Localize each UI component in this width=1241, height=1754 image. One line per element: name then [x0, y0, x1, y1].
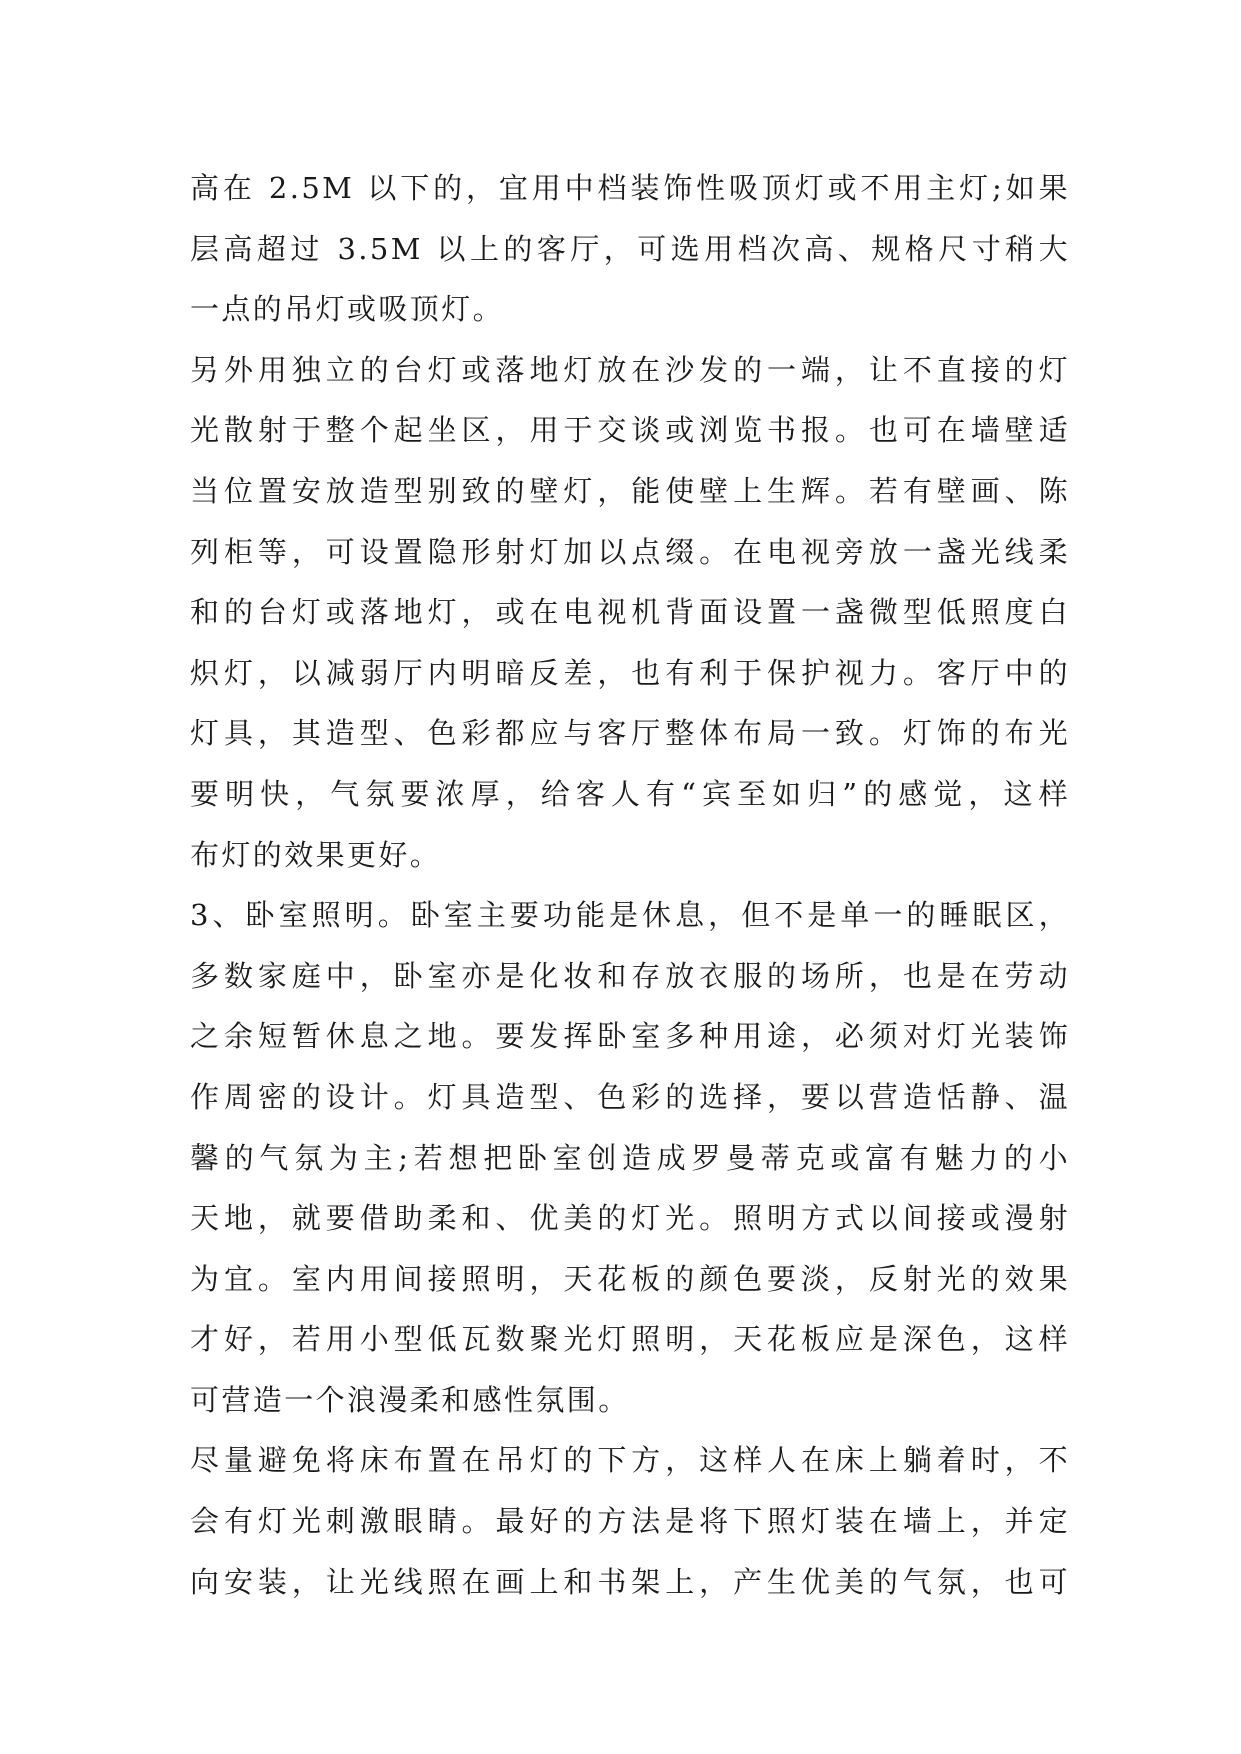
- paragraph-3: [190, 885, 1070, 1430]
- text-line: 另外用独立的台灯或落地灯放在沙发的一端，让不直接的灯: [190, 352, 1070, 387]
- text-line: 层高超过 3.5M 以上的客厅，可选用档次高、规格尺寸稍大: [190, 231, 1070, 266]
- text-line: 炽灯，以减弱厅内明暗反差，也有利于保护视力。客厅中的: [190, 655, 1070, 690]
- text-line: 为宜。室内用间接照明，天花板的颜色要淡，反射光的效果: [190, 1261, 1070, 1296]
- text-line: 高在 2.5M 以下的，宜用中档装饰性吸顶灯或不用主灯;如果: [190, 171, 1070, 205]
- text-line: 会有灯光刺激眼睛。最好的方法是将下照灯装在墙上，并定: [190, 1504, 1070, 1539]
- text-line: 列柜等，可设置隐形射灯加以点缀。在电视旁放一盏光线柔: [190, 534, 1070, 569]
- paragraph-2: [190, 340, 1070, 885]
- text-line: 多数家庭中，卧室亦是化妆和存放衣服的场所，也是在劳动: [190, 958, 1070, 993]
- text-line: 才好，若用小型低瓦数聚光灯照明，天花板应是深色，这样: [190, 1322, 1070, 1357]
- text-line: 光散射于整个起坐区，用于交谈或浏览书报。也可在墙壁适: [190, 413, 1070, 448]
- text-line: 尽量避免将床布置在吊灯的下方，这样人在床上躺着时，不: [190, 1443, 1070, 1478]
- text-line: 当位置安放造型别致的壁灯，能使壁上生辉。若有壁画、陈: [190, 473, 1070, 508]
- text-line: 布灯的效果更好。: [190, 837, 442, 872]
- paragraph-1: [190, 158, 1070, 340]
- text-line: 要明快，气氛要浓厚，给客人有“宾至如归”的感觉，这样: [190, 776, 1070, 811]
- text-line: 可营造一个浪漫柔和感性氛围。: [190, 1382, 630, 1417]
- text-line: 灯具，其造型、色彩都应与客厅整体布局一致。灯饰的布光: [190, 716, 1070, 751]
- text-line: 和的台灯或落地灯，或在电视机背面设置一盏微型低照度白: [190, 595, 1070, 630]
- text-line: 向安装，让光线照在画上和书架上，产生优美的气氛，也可: [190, 1564, 1070, 1599]
- text-line: 馨的气氛为主;若想把卧室创造成罗曼蒂克或富有魅力的小: [190, 1140, 1070, 1175]
- text-line: 3、卧室照明。卧室主要功能是休息，但不是单一的睡眠区，: [190, 898, 1070, 933]
- document-body: [190, 158, 1070, 1612]
- text-line: 一点的吊灯或吸顶灯。: [190, 292, 505, 327]
- text-line: 天地，就要借助柔和、优美的灯光。照明方式以间接或漫射: [190, 1201, 1070, 1236]
- text-line: 作周密的设计。灯具造型、色彩的选择，要以营造恬静、温: [190, 1079, 1070, 1114]
- paragraph-4: [190, 1430, 1070, 1612]
- text-line: 之余短暂休息之地。要发挥卧室多种用途，必须对灯光装饰: [190, 1019, 1070, 1054]
